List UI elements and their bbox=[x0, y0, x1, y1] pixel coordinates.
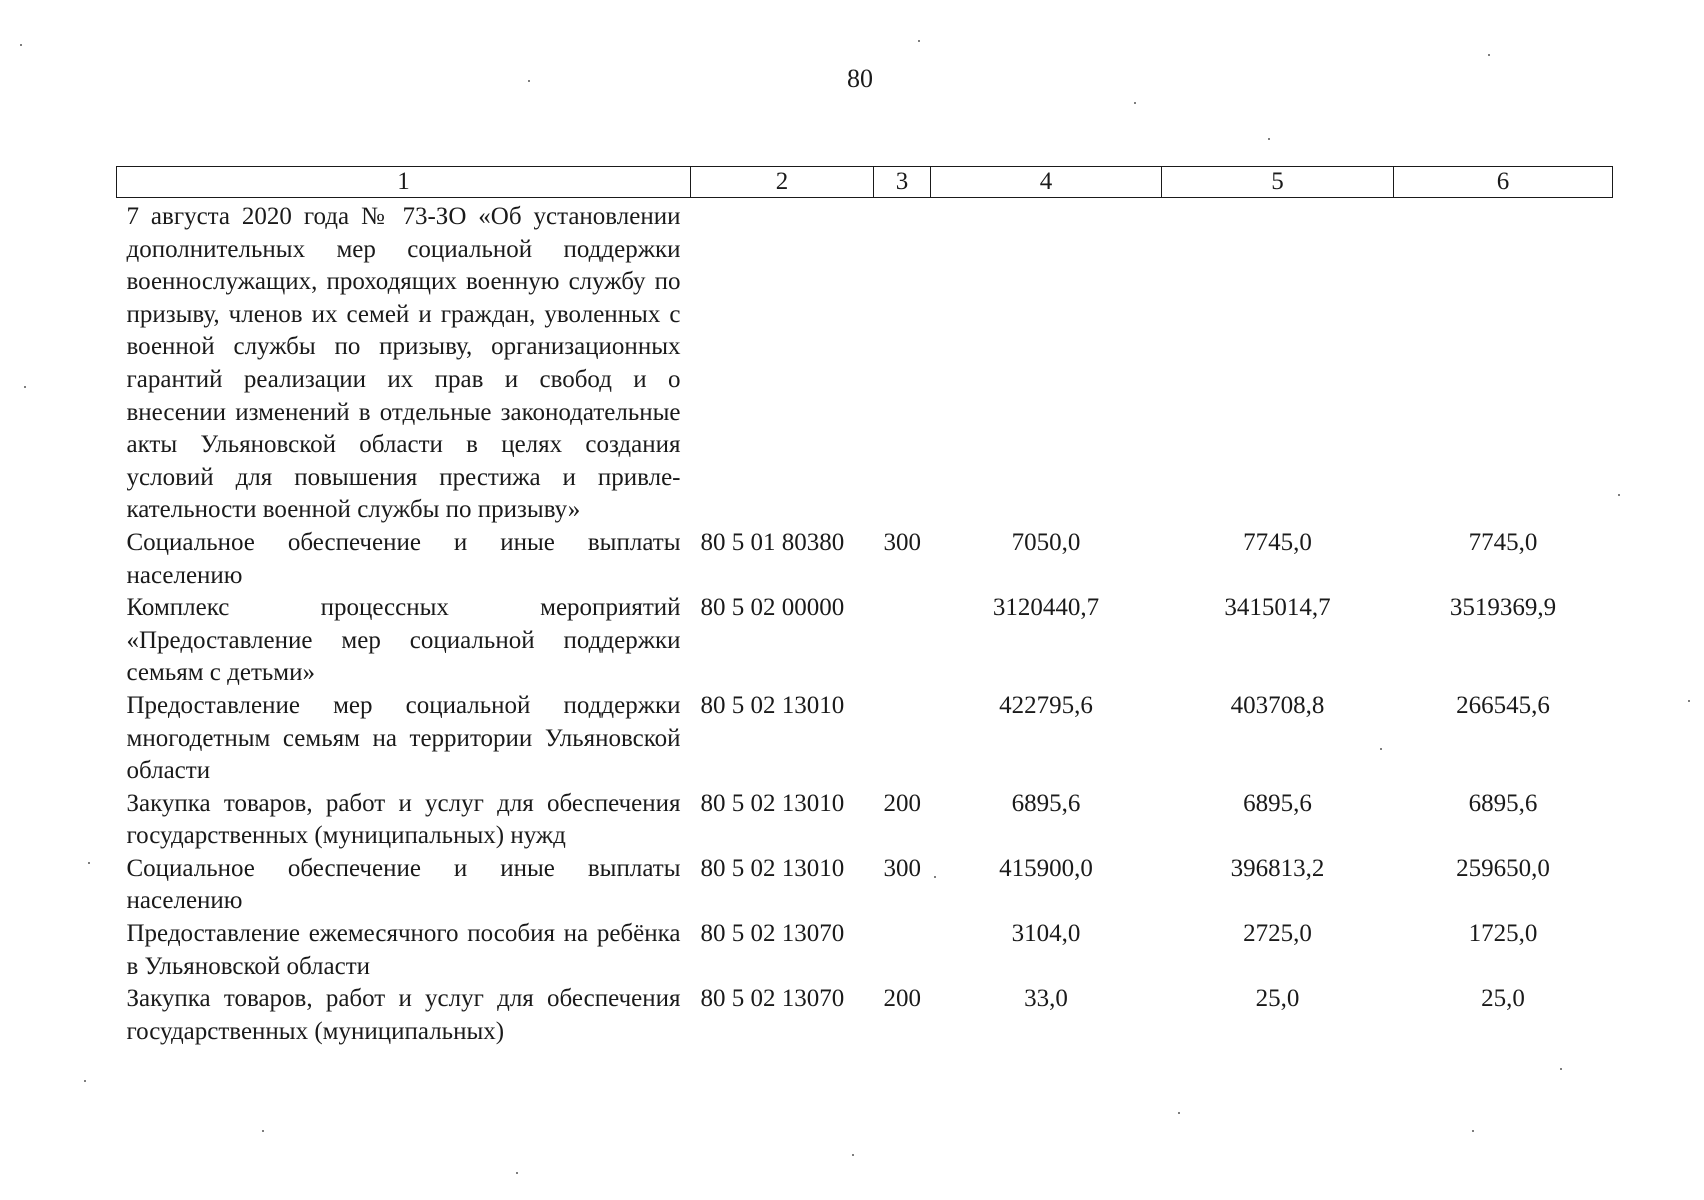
row-name: Социальное обеспечение и иные выплаты населению bbox=[126, 528, 681, 589]
scan-speck bbox=[934, 876, 936, 878]
row-expense-type bbox=[874, 592, 931, 690]
row-code: 80 5 02 13070 bbox=[700, 920, 845, 948]
scan-speck bbox=[1688, 700, 1690, 702]
row-value-5: 2725,0 bbox=[1243, 920, 1312, 948]
header-col-6: 6 bbox=[1394, 167, 1613, 198]
scan-speck bbox=[20, 44, 22, 46]
table-row bbox=[117, 983, 1613, 1048]
row-value-5: 3415014,7 bbox=[1224, 594, 1331, 622]
row-value-5: 7745,0 bbox=[1243, 528, 1312, 556]
row-value-4: 422795,6 bbox=[999, 691, 1093, 719]
row-value-6: 266545,6 bbox=[1456, 691, 1550, 719]
table-row bbox=[117, 198, 1613, 527]
table-row bbox=[117, 690, 1613, 788]
row-expense-type: 300 bbox=[883, 528, 921, 556]
scan-speck bbox=[1380, 748, 1382, 750]
scan-speck bbox=[528, 80, 530, 82]
scan-speck bbox=[24, 386, 26, 388]
row-value-6: 6895,6 bbox=[1468, 789, 1538, 817]
row-value-5: 396813,2 bbox=[1230, 854, 1325, 882]
row-value-5: 6895,6 bbox=[1243, 789, 1312, 817]
row-value-6: 3519369,9 bbox=[1449, 594, 1557, 622]
row-value-6 bbox=[1394, 198, 1613, 527]
row-name: 7 августа 2020 года № 73-ЗО «Об установлении дополнительных мер социальной поддержки военнослужащих, проходящих военную службу по призыву, членов их семей и граждан, уволенных с военной службы по призыву, организационных гарантий реализации их прав и свобод и о внесении изменений в отдельные законодательные акты Ульяновской области в целях создания условий для повышения престижа и привлекательности военной службы по призыву» bbox=[126, 203, 681, 524]
header-col-1: 1 bbox=[117, 167, 691, 198]
table-row bbox=[117, 853, 1613, 918]
scan-speck bbox=[516, 1172, 518, 1174]
row-name: Закупка товаров, работ и услуг для обеспечения государственных (муниципальных) нужд bbox=[126, 789, 681, 850]
row-value-4: 33,0 bbox=[1024, 985, 1068, 1013]
budget-table bbox=[116, 166, 1613, 1048]
row-code: 80 5 02 00000 bbox=[700, 594, 845, 622]
table-row bbox=[117, 788, 1613, 853]
table-row bbox=[117, 527, 1613, 592]
row-value-4 bbox=[931, 198, 1162, 527]
row-name: Закупка товаров, работ и услуг для обеспечения государственных (муниципальных) bbox=[126, 985, 681, 1045]
scan-speck bbox=[1178, 1112, 1180, 1114]
row-expense-type bbox=[874, 198, 931, 527]
row-expense-type bbox=[874, 690, 931, 788]
header-col-4: 4 bbox=[931, 167, 1162, 198]
scan-speck bbox=[88, 862, 90, 864]
header-col-3: 3 bbox=[874, 167, 931, 198]
scan-speck bbox=[1488, 54, 1490, 56]
table-row bbox=[117, 592, 1613, 690]
scan-speck bbox=[1472, 1130, 1474, 1132]
row-code bbox=[691, 198, 874, 527]
row-code: 80 5 02 13010 bbox=[700, 691, 845, 719]
scan-speck bbox=[1134, 102, 1136, 104]
row-value-4: 6895,6 bbox=[1011, 789, 1081, 817]
header-col-2: 2 bbox=[691, 167, 874, 198]
row-code: 80 5 02 13010 bbox=[700, 854, 845, 882]
row-value-6: 1725,0 bbox=[1468, 920, 1538, 948]
page-number: 80 bbox=[847, 64, 873, 93]
row-value-4: 415900,0 bbox=[999, 854, 1093, 882]
row-expense-type: 200 bbox=[883, 985, 921, 1013]
scan-speck bbox=[84, 1080, 86, 1082]
row-code: 80 5 01 80380 bbox=[700, 528, 845, 556]
row-value-4: 3120440,7 bbox=[992, 594, 1100, 622]
row-value-6: 259650,0 bbox=[1456, 854, 1550, 882]
scan-speck bbox=[262, 1130, 264, 1132]
row-value-5: 403708,8 bbox=[1230, 691, 1325, 719]
scan-speck bbox=[1268, 138, 1270, 140]
row-value-6: 7745,0 bbox=[1468, 528, 1538, 556]
row-name: Комплекс процессных мероприятий «Предоставление мер социальной поддержки семьям с детьми» bbox=[126, 594, 681, 687]
row-value-4: 7050,0 bbox=[1011, 528, 1081, 556]
row-name: Предоставление мер социальной поддержки многодетным семьям на территории Ульяновской области bbox=[126, 691, 681, 785]
scan-speck bbox=[1618, 494, 1620, 496]
row-value-5 bbox=[1162, 198, 1394, 527]
row-expense-type: 200 bbox=[883, 789, 921, 817]
scan-speck bbox=[852, 1154, 854, 1156]
table-header-row bbox=[117, 167, 1613, 198]
row-expense-type: 300 bbox=[883, 854, 921, 882]
row-code: 80 5 02 13070 bbox=[700, 985, 845, 1013]
header-col-5: 5 bbox=[1162, 167, 1394, 198]
row-value-6: 25,0 bbox=[1481, 985, 1525, 1013]
row-value-4: 3104,0 bbox=[1011, 920, 1081, 948]
row-name: Предоставление ежемесячного пособия на ребёнка в Ульяновской области bbox=[126, 920, 681, 980]
row-expense-type bbox=[874, 918, 931, 983]
scan-speck bbox=[918, 40, 920, 42]
row-name: Социальное обеспечение и иные выплаты населению bbox=[126, 854, 681, 915]
scan-speck bbox=[1560, 1068, 1562, 1070]
table-row bbox=[117, 918, 1613, 983]
row-value-5: 25,0 bbox=[1255, 985, 1300, 1013]
row-code: 80 5 02 13010 bbox=[700, 789, 845, 817]
